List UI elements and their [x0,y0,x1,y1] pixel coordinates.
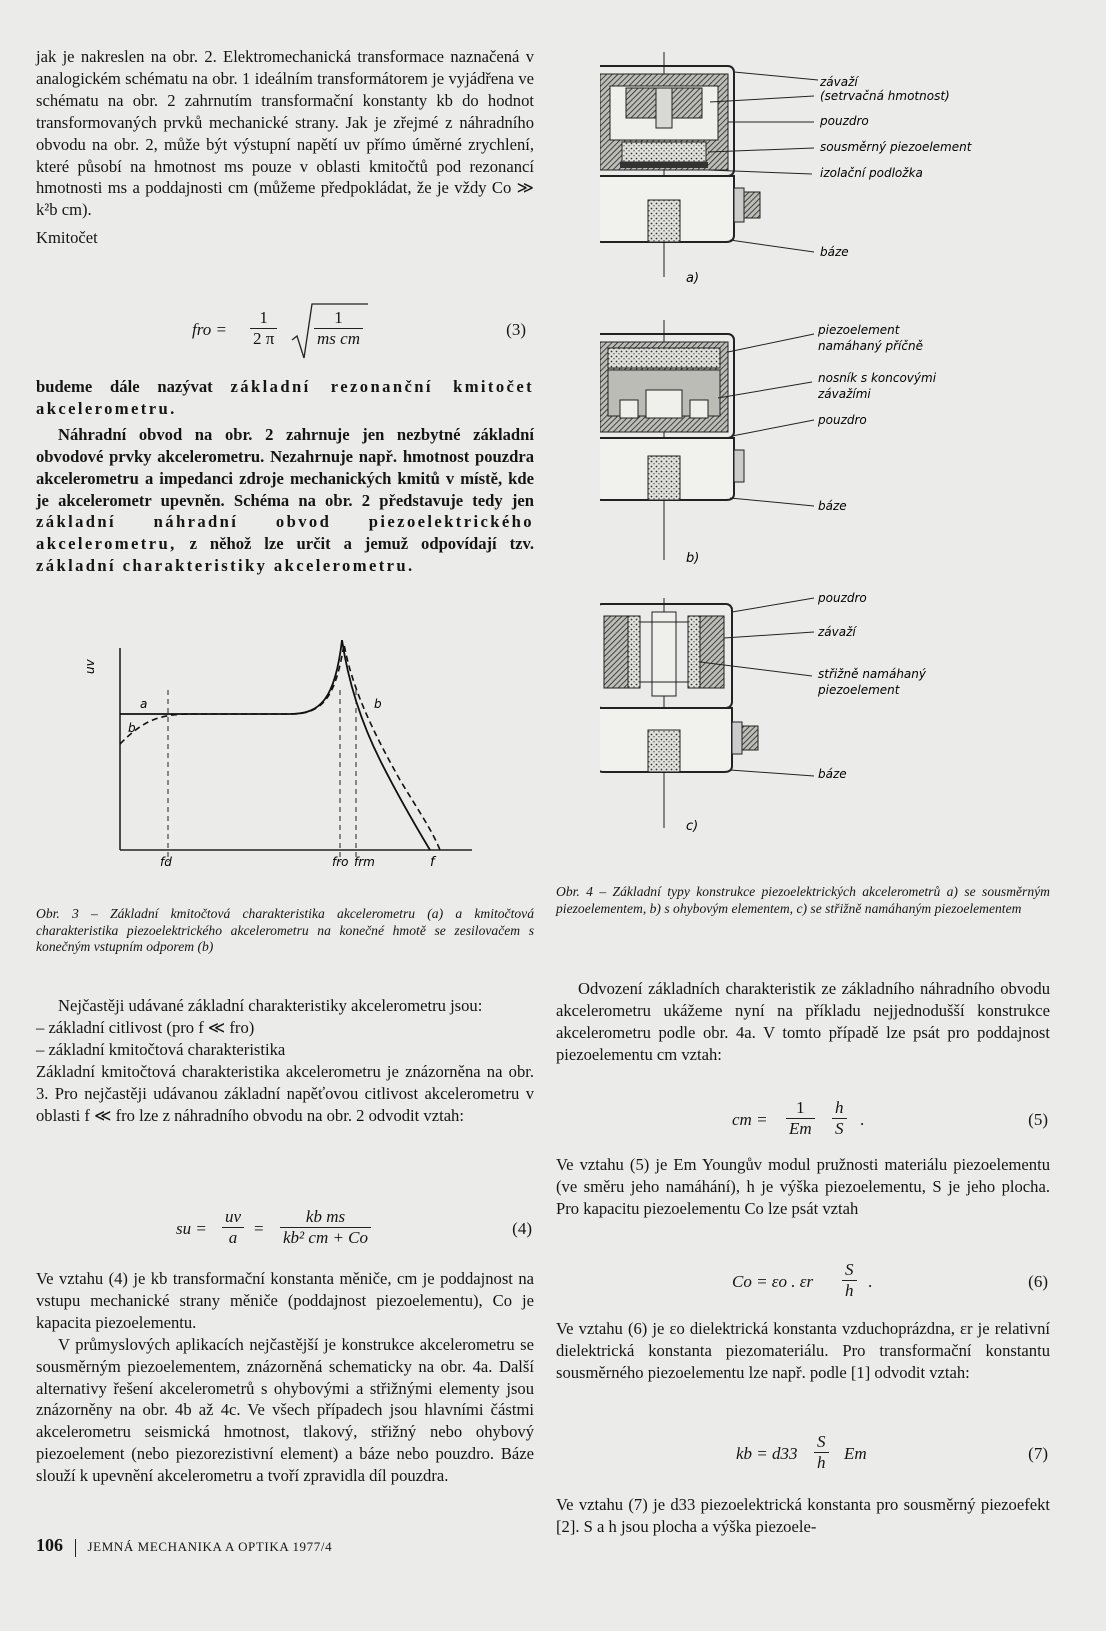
eq6-number: (6) [1028,1272,1048,1291]
figure-4b-label: báze [818,499,847,513]
figure-4a-tag: a) [686,271,700,286]
eq7-number: (7) [1028,1444,1048,1463]
paragraph: Ve vztahu (6) je εo dielektrická konstanta vzduchoprázdna, εr je relativní dielektrická konstanta piezomateriálu. Pro transformační konstantu sousměrného piezoelementu lze např. podle [1] odvodit vztah: [556,1319,1050,1382]
figure-4-caption: Obr. 4 – Základní typy konstrukce piezoelektrických akcelerometrů a) se sousměrným piezoelementem, b) s ohybovým elementem, c) se střižně namáhaným piezoelementem [556,884,1050,916]
figure-4a-label: izolační podložka [820,166,923,180]
equation-3 [190,300,530,362]
right-column-4 [556,1494,1050,1538]
series-b-label: b [128,721,136,735]
marker-label: fro [332,855,349,869]
figure-3-caption: Obr. 3 – Základní kmitočtová charakteristika akcelerometru (a) a kmitočtová charakteristika piezoelektrického akcelerometru na konečné hmotě se zesilovačem s konečným vstupním odporem (b) [36,906,534,954]
x-axis-label: f [430,855,435,870]
paragraph: Kmitočet [36,228,98,248]
figure-4c-label: závaží [818,625,856,639]
right-column-3 [556,1318,1050,1384]
left-column-mid [36,376,534,577]
paragraph: jak je nakreslen na obr. 2. Elektromechanická transformace naznačená v analogickém schématu na obr. 1 ideálním transformátorem je vyjádřena ve schématu na obr. 2 zahrnutím transformační konstanty kb do hodnot transformovaných prvků mechanické strany. Jak je zřejmé z náhradního obvodu na obr. 2, může být výstupní napětí uv přímo úměrné zrychlení, které působí na hmotnost ms pouze v oblasti kmitočtů pod rezonancí hmotnosti ms a poddajnosti cm (můžeme předpokládat, že je vždy Co ≫ k²b cm). [36,47,534,220]
eq6-frac: $\frac{S}{h}$ [842,1260,857,1301]
paragraph: Ve vztahu (4) je kb transformační konstanta měniče, cm je poddajnost na vstupu mechanické strany měniče (poddajnost piezoelementu), Co je kapacita piezoelementu. [36,1269,534,1332]
figure-4a-label: (setrvačná hmotnost) [820,89,950,103]
left-column-top [36,46,534,249]
eq4-frac2: $\frac{\text{kb ms}}{\text{kb² cm + Co}}$ [280,1207,371,1248]
paragraph: Ve vztahu (7) je d33 piezoelektrická konstanta pro sousměrný piezoefekt [2]. S a h jsou plocha a výška piezoele- [556,1495,1050,1536]
equation-5 [732,1094,1052,1148]
equation-7 [736,1428,1052,1482]
figure-4a-label: pouzdro [820,114,869,128]
figure-4c-label: pouzdro [818,591,867,605]
eq3-number: (3) [506,320,526,339]
eq3-sqrt-frac: $\frac{1}{\text{ms cm}}$ [314,308,363,349]
left-column-bottom [36,995,534,1126]
eq7-rhs: Em [844,1444,867,1463]
eq6-dot: . [868,1272,873,1291]
figure-4b [600,320,937,566]
equation-4 [176,1202,536,1258]
figure-4b-label: namáhaný příčně [818,339,923,353]
right-column [556,978,1050,1066]
paragraph: Ve vztahu (5) je Em Youngův modul pružnosti materiálu piezoelementu (ve směru jeho namáhání), h je výška piezoelementu, S je jeho plocha. Pro kapacitu piezoelementu Co lze psát vztah [556,1155,1050,1218]
figure-4b-label: piezoelement [818,323,900,337]
journal-name: JEMNÁ MECHANIKA A OPTIKA 1977/4 [87,1539,333,1554]
eq3-lhs: fro = [192,320,227,339]
figure-4c-tag: c) [686,819,699,834]
page-footer [36,1535,332,1557]
footer-divider [75,1539,76,1557]
eq4-lhs: su = [176,1219,207,1238]
eq5-frac1: $\frac{1}{Em}$ [786,1098,815,1139]
marker-label: fd [160,855,172,869]
page-number: 106 [36,1535,63,1555]
eq5-dot: . [860,1110,865,1129]
eq7-lhs: kb = d33 [736,1444,798,1463]
paragraph: Nejčastěji udávané základní charakteristiky akcelerometru jsou: [58,996,483,1015]
list-item: – základní citlivost (pro f ≪ fro) [36,1017,255,1037]
series-a-line [120,640,430,850]
right-column-2 [556,1154,1050,1220]
paragraph: V průmyslových aplikacích nejčastější je konstrukce akcelerometru se sousměrným piezoelementem, znázorněná schematicky na obr. 4a. Další alternativy řešení akcelerometrů s ohybovými a střižnými elementy jsou znázorněny na obr. 4b až 4c. Ve všech případech jsou hlavními částmi akcelerometru seismická hmotnost, tlakový, střižný nebo ohybový piezoelement (nebo piezorezistivní element) a báze nebo pouzdro. Báze slouží k upevnění akcelerometru a tvoří zpravidla díl pouzdra. [36,1334,534,1486]
figure-4a-label: závaží [820,75,858,89]
figure-4b-label: nosník s koncovými [818,371,937,385]
figure-4-drawings [600,52,1070,882]
paragraph: budeme dále nazývat základní rezonanční kmitočet akcelerometru. [36,377,535,418]
equation-6 [732,1256,1052,1310]
list-item: – základní kmitočtová charakteristika [36,1039,286,1059]
eq7-frac: $\frac{S}{h}$ [814,1432,829,1473]
eq4-frac1: $\frac{uv}{a}$ [222,1207,244,1248]
figure-4b-label: závažími [818,387,871,401]
figure-4c [600,591,927,834]
eq5-lhs: cm = [732,1110,768,1129]
paragraph: Náhradní obvod na obr. 2 zahrnuje jen nezbytné základní obvodové prvky akcelerometru. Nezahrnuje např. hmotnost pouzdra akcelerometru a impedanci zdroje mechanických kmitů v místě, kde je akcelerometr upevněn. Schéma na obr. 2 představuje tedy jen základní náhradní obvod piezoelektrického akcelerometru, z něhož lze určit a jemuž odpovídají tzv. základní charakteristiky akcelerometru. [36,424,535,576]
eq3-frac: $\frac{1}{2 \pi}$ [250,308,277,349]
left-column-bottom-2 [36,1268,534,1487]
figure-4a-label: sousměrný piezoelement [820,140,972,154]
figure-4c-label: piezoelement [818,683,900,697]
series-a-label: a [140,697,148,711]
figure-4c-label: báze [818,767,847,781]
figure-4b-tag: b) [686,551,700,566]
figure-4b-label: pouzdro [818,413,867,427]
paragraph: Odvození základních charakteristik ze základního náhradního obvodu akcelerometru ukážeme nyní na příkladu nejjednodušší konstrukce akcelerometru podle obr. 4a. V tomto případě lze psát pro poddajnost piezoelementu cm vztah: [556,979,1050,1064]
series-b-label: b [374,697,382,711]
eq4-equals: = [254,1219,264,1238]
figure-4c-label: střižně namáhaný [818,667,926,681]
figure-4a-label: báze [820,245,849,259]
paragraph: Základní kmitočtová charakteristika akcelerometru je znázorněna na obr. 3. Pro nejčastěji udávanou základní napěťovou citlivost akcelerometru v oblasti f ≪ fro lze z náhradního obvodu na obr. 2 odvodit vztah: [36,1061,534,1125]
y-axis-label: uv [83,659,97,674]
figure-3-chart [80,640,480,880]
marker-label: frm [354,855,375,869]
eq5-frac2: $\frac{h}{S}$ [832,1098,847,1139]
figure-4a [600,52,973,286]
eq4-number: (4) [512,1219,532,1238]
eq6-lhs: Co = εo . εr [732,1272,814,1291]
eq5-number: (5) [1028,1110,1048,1129]
